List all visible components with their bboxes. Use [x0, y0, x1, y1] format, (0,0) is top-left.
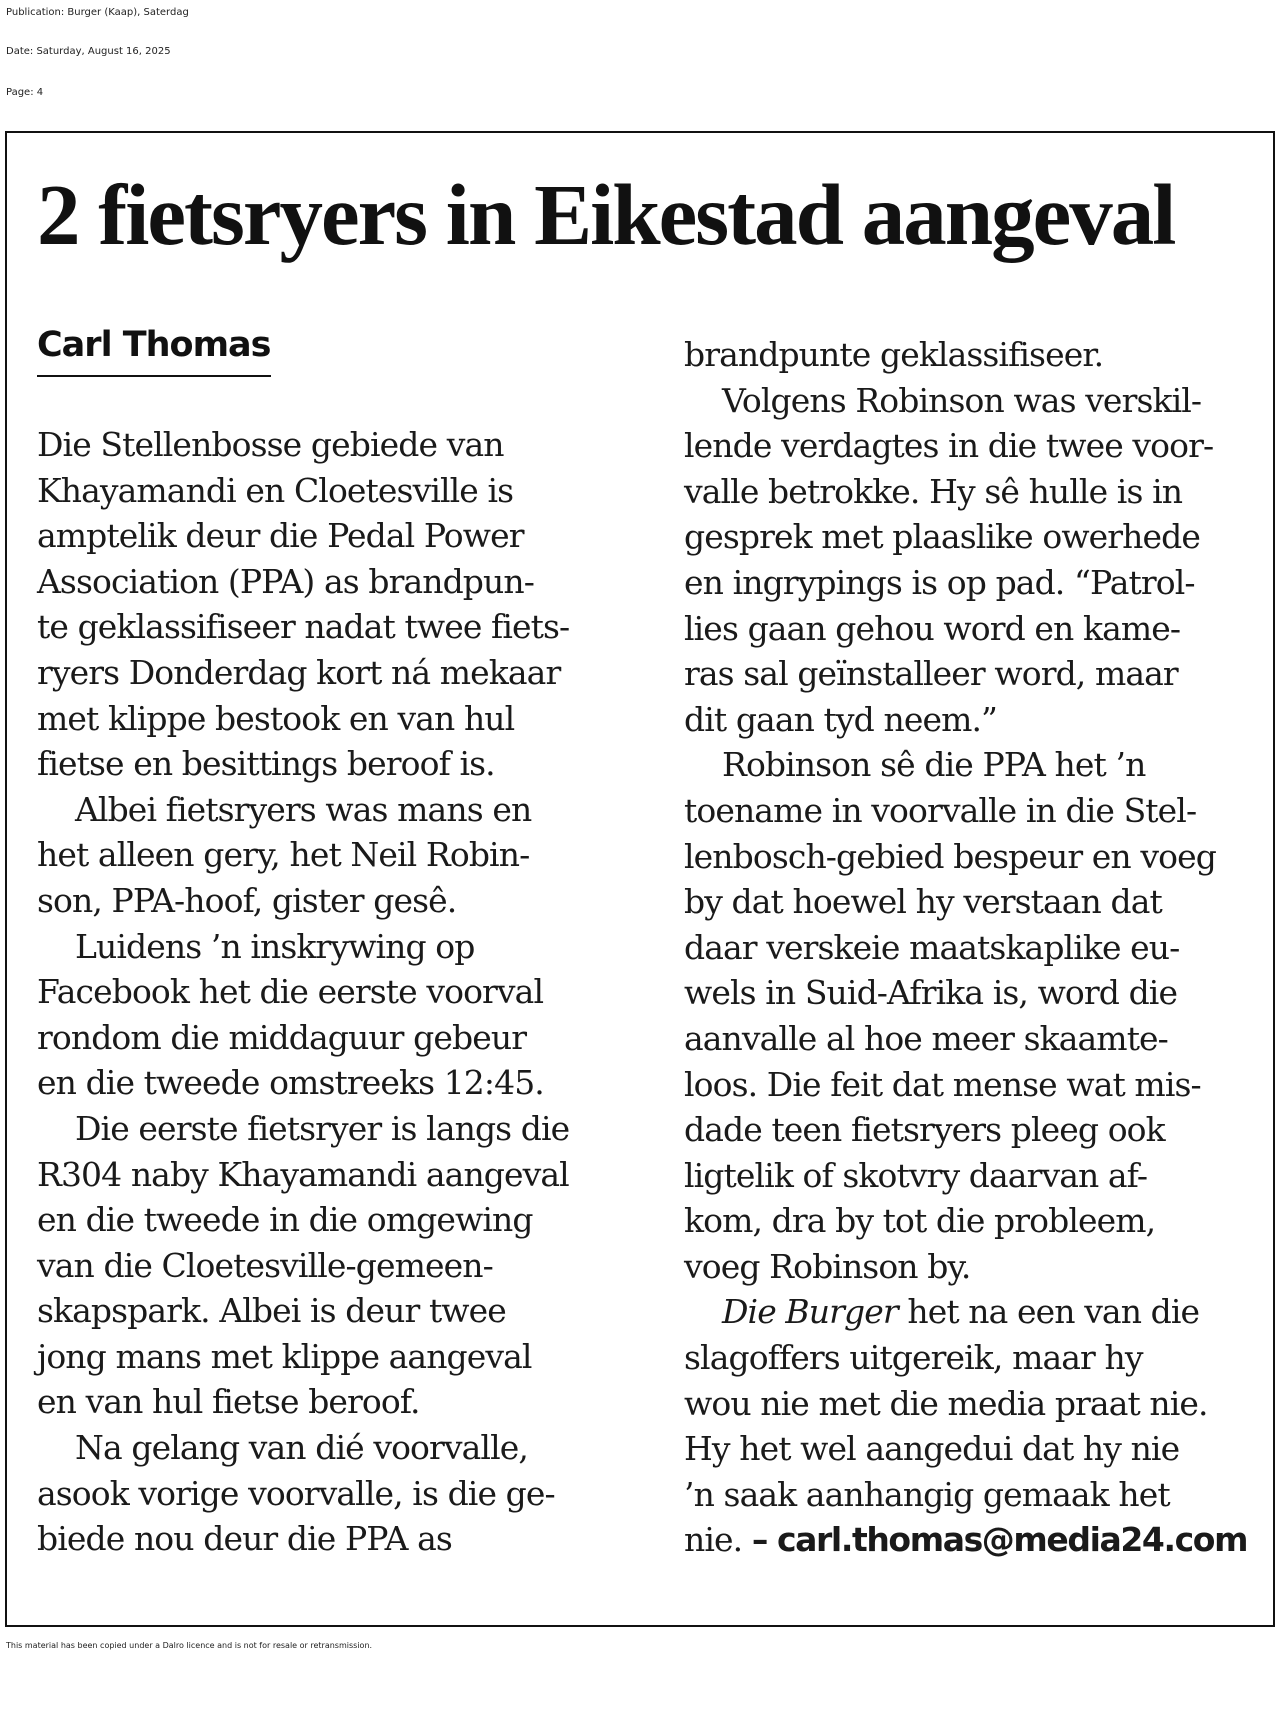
body-line: en die tweede in die omgewing	[37, 1200, 533, 1240]
body-line: Khayamandi en Cloetesville is	[37, 470, 514, 510]
body-line: Die Stellenbosse gebiede van	[37, 425, 504, 464]
body-line: gesprek met plaaslike owerhede	[684, 517, 1201, 557]
licence-notice: This material has been copied under a Dalro licence and is not for resale or retransmission.	[6, 1641, 373, 1650]
article-column-right	[684, 332, 1283, 1563]
body-line: Hy het wel aangedui dat hy nie	[684, 1429, 1180, 1469]
body-line: dit gaan tyd neem.”	[684, 699, 998, 739]
body-line: wou nie met die media praat nie.	[684, 1383, 1208, 1423]
body-line: kom, dra by tot die probleem,	[684, 1201, 1156, 1241]
article-column-left	[37, 422, 662, 1562]
paragraph-start-line: Robinson sê die PPA het ’n	[722, 745, 1146, 785]
article-clipping	[5, 131, 1275, 1627]
body-line: biede nou deur die PPA as	[37, 1519, 452, 1559]
date-label: Date: Saturday, August 16, 2025	[6, 46, 171, 57]
body-line: van die Cloetesville-gemeen-	[37, 1245, 493, 1285]
body-line: ryers Donderdag kort ná mekaar	[37, 652, 561, 692]
body-line: aanvalle al hoe meer skaamte-	[684, 1018, 1168, 1058]
closing-line-text: nie.	[684, 1520, 752, 1560]
page-number-label: Page: 4	[6, 87, 44, 98]
body-line: brandpunte geklassifiseer.	[684, 335, 1104, 374]
body-line: asook vorige voorvalle, is die ge-	[37, 1473, 555, 1513]
body-line: lenbosch-gebied bespeur en voeg	[684, 836, 1216, 876]
closing-lead-text: het na een van die	[897, 1292, 1200, 1332]
body-line: te geklassifiseer nadat twee fiets-	[37, 607, 570, 647]
body-line: voeg Robinson by.	[684, 1246, 971, 1286]
closing-line	[684, 1517, 1283, 1563]
article-headline: 2 fietsryers in Eikestad aangeval	[37, 166, 1175, 263]
body-line: loos. Die feit dat mense wat mis-	[684, 1064, 1201, 1104]
body-line: R304 naby Khayamandi aangeval	[37, 1154, 569, 1194]
body-line: rondom die middaguur gebeur	[37, 1017, 527, 1057]
body-line: by dat hoewel hy verstaan dat	[684, 882, 1162, 922]
body-line: en die tweede omstreeks 12:45.	[37, 1063, 544, 1103]
body-line: lies gaan gehou word en kame-	[684, 608, 1181, 648]
author-email-link[interactable]: – carl.thomas@media24.com	[751, 1520, 1248, 1560]
body-line: ’n saak aanhangig gemaak het	[684, 1474, 1170, 1514]
body-line: en van hul fietse beroof.	[37, 1382, 420, 1422]
publication-label: Publication: Burger (Kaap), Saterdag	[6, 7, 189, 18]
body-line: en ingrypings is op pad. “Patrol-	[684, 562, 1195, 602]
paragraph-start-line	[684, 1289, 1283, 1335]
body-line: toename in voorvalle in die Stel-	[684, 790, 1197, 830]
body-line: skapspark. Albei is deur twee	[37, 1291, 506, 1331]
body-line: amptelik deur die Pedal Power	[37, 516, 524, 556]
body-line: wels in Suid-Afrika is, word die	[684, 973, 1178, 1013]
body-line: jong mans met klippe aangeval	[37, 1336, 532, 1376]
body-line: het alleen gery, het Neil Robin-	[37, 835, 530, 875]
paragraph-start-line: Luidens ’n inskrywing op	[75, 926, 475, 966]
paragraph-start-line: Na gelang van dié voorvalle,	[75, 1428, 528, 1468]
body-line: valle betrokke. Hy sê hulle is in	[684, 471, 1183, 511]
body-line: fietse en besittings beroof is.	[37, 744, 495, 784]
body-line: daar verskeie maatskaplike eu-	[684, 927, 1180, 967]
paragraph-start-line: Die eerste fietsryer is langs die	[75, 1108, 570, 1148]
paragraph-start-line: Albei fietsryers was mans en	[75, 789, 532, 829]
body-line: slagoffers uitgereik, maar hy	[684, 1338, 1143, 1378]
body-line: dade teen fietsryers pleeg ook	[684, 1110, 1165, 1150]
body-line: Association (PPA) as brandpun-	[37, 561, 534, 601]
body-line: lende verdagtes in die twee voor-	[684, 426, 1214, 466]
body-line: Facebook het die eerste voorval	[37, 972, 544, 1012]
body-line: ligtelik of skotvry daarvan af-	[684, 1155, 1148, 1195]
article-byline: Carl Thomas	[37, 328, 271, 377]
body-line: ras sal geïnstalleer word, maar	[684, 654, 1178, 694]
publication-name-italic: Die Burger	[722, 1292, 898, 1332]
body-line: son, PPA-hoof, gister gesê.	[37, 880, 457, 920]
body-line: met klippe bestook en van hul	[37, 698, 515, 738]
paragraph-start-line: Volgens Robinson was verskil-	[722, 380, 1202, 420]
